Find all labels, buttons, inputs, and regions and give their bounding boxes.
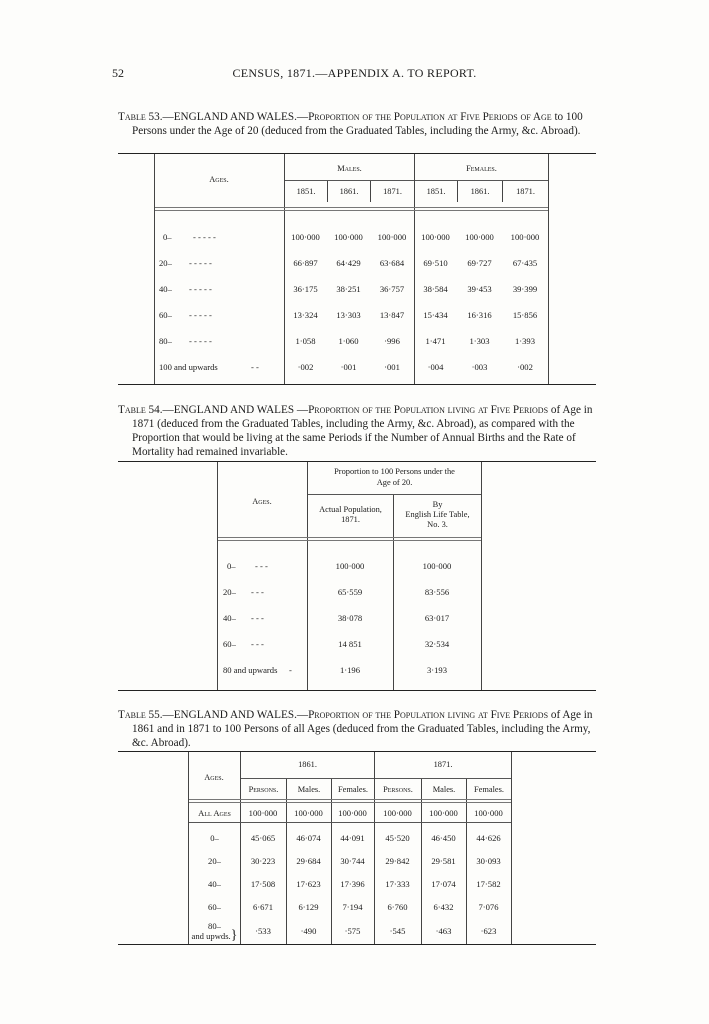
value-cell: ·623	[480, 926, 497, 936]
table53-title-c: to 100 Persons under the Age of 20 (deduced from the Graduated Tables, including the Army,	[132, 111, 583, 137]
value-cell: 67·435	[512, 258, 538, 268]
value-cell: ·545	[389, 926, 406, 936]
table55-sub-header: Females.	[473, 785, 504, 794]
value-cell: ·003	[471, 362, 488, 372]
table55-label: Table 55.	[118, 709, 163, 721]
value-cell: ·996	[384, 336, 400, 346]
age-cell: 100 and upwards - -	[159, 362, 259, 372]
table54-lifetable-header	[394, 500, 481, 530]
age-cell: 40– - - - - -	[159, 284, 212, 294]
value-cell: 38·584	[423, 284, 448, 294]
table53-bottom-rule	[118, 384, 596, 385]
table55-year-1871: 1871.	[433, 760, 453, 769]
value-cell: 100·000	[294, 808, 323, 818]
table54-group-underline	[308, 494, 481, 495]
value-cell: 69·727	[467, 258, 492, 268]
table55-ages-header: Ages.	[204, 773, 224, 782]
value-cell: 100·000	[421, 232, 450, 242]
value-cell: 44·626	[476, 833, 501, 843]
value-cell: 100·000	[248, 808, 278, 818]
value-cell: 1·196	[339, 665, 361, 675]
table53-females-underline	[415, 180, 548, 181]
col-header-line: No. 3.	[427, 520, 448, 529]
value-cell: 29·684	[296, 855, 321, 866]
table-row	[157, 224, 548, 250]
value-cell: 100·000	[383, 808, 412, 818]
col-header-line: English Life Table,	[405, 510, 470, 519]
value-cell: 29·581	[431, 855, 456, 866]
value-cell: 6·760	[387, 901, 408, 912]
table55-right-border	[511, 752, 512, 944]
table53-year-header: 1871.	[516, 187, 535, 196]
age-cell: 20– - - - - -	[159, 258, 212, 268]
col-header-line: Actual Population,	[319, 505, 382, 514]
age-cell: 0– - - - - -	[163, 232, 216, 242]
value-cell: 7·194	[342, 901, 363, 912]
table-row	[157, 250, 548, 276]
value-cell: 63·017	[424, 613, 450, 623]
table55-sub-header: Females.	[337, 785, 368, 794]
age-cell: 80 and upwards -	[223, 665, 292, 675]
table53-year-header: 1851.	[426, 187, 446, 196]
table-row	[221, 579, 481, 605]
table55-caption	[118, 708, 596, 750]
age-cell: 60– - - -	[223, 639, 264, 649]
table53-header-rule	[155, 207, 548, 211]
table55-top-rule	[118, 751, 596, 752]
value-cell: 30·093	[476, 855, 501, 866]
table-row	[221, 553, 481, 579]
table54-body	[221, 553, 481, 683]
value-cell: 36·757	[379, 284, 405, 294]
table55-bottom-rule	[118, 944, 596, 945]
value-cell: 1·058	[295, 336, 316, 346]
value-cell: 1·393	[514, 336, 536, 346]
value-cell: 6·129	[298, 901, 319, 912]
value-cell: 15·434	[423, 310, 448, 320]
table-row	[221, 657, 481, 683]
value-cell: 15·856	[512, 310, 538, 320]
table54-title-d: compared with the Proportion that would be living at the same Periods if the Number of	[132, 418, 575, 444]
value-cell: 100·000	[338, 808, 367, 818]
value-cell: 44·091	[340, 833, 365, 843]
table55-header-rule	[189, 799, 511, 803]
table54-header-rule	[218, 537, 481, 541]
value-cell: 45·065	[250, 833, 276, 843]
brace-icon: }	[230, 927, 238, 943]
table-row	[189, 918, 511, 944]
table54-bottom-rule	[118, 690, 596, 691]
table55-body-rows	[189, 827, 511, 944]
age-cell: 20–	[208, 855, 221, 866]
value-cell: 17·333	[385, 878, 410, 889]
value-cell: 7·076	[478, 901, 499, 912]
table-row	[221, 605, 481, 631]
table53-title-b: Proportion of the Population at Five Periods of Age	[308, 111, 552, 123]
value-cell: 30·744	[340, 855, 365, 866]
value-cell: ·002	[297, 362, 314, 372]
table53-year-header: 1851.	[296, 187, 316, 196]
value-cell: 100·000	[422, 561, 452, 571]
table53-top-rule	[118, 153, 596, 154]
value-cell: 46·450	[431, 833, 456, 843]
value-cell: 100·000	[465, 232, 494, 242]
table-row	[189, 872, 511, 895]
age-cell: 0– - - -	[227, 561, 268, 571]
value-cell: 13·303	[336, 310, 361, 320]
table54-title-e: Annual Births and the Rate of Mortality had remained invariable.	[132, 432, 576, 458]
table53-males-underline	[285, 180, 414, 181]
table53-year-header: 1861.	[470, 187, 490, 196]
col-header-line: By	[432, 500, 443, 509]
table55-1861-underline	[241, 778, 374, 779]
value-cell: 1·060	[338, 336, 359, 346]
table55-body	[189, 804, 511, 822]
value-cell: 100·000	[291, 232, 320, 242]
value-cell: 100·000	[377, 232, 407, 242]
col-header-line: 1871.	[341, 515, 360, 524]
age-line: 80–	[208, 920, 221, 931]
value-cell: 3·193	[426, 665, 448, 675]
age-cell	[189, 918, 240, 944]
age-cell: 60–	[208, 901, 221, 912]
group-header-line: Proportion to 100 Persons under the	[334, 467, 455, 476]
value-cell: 66·897	[293, 258, 318, 268]
value-cell: 38·251	[336, 284, 361, 294]
table54-title-b: Proportion of the Population living at Five Periods	[308, 404, 549, 416]
age-cell: 20– - - -	[223, 587, 264, 597]
table55-year-1861: 1861.	[298, 760, 317, 769]
table-row	[189, 895, 511, 918]
value-cell: 39·453	[467, 284, 492, 294]
table53-body	[157, 224, 548, 380]
table53-ages-header: Ages.	[209, 175, 229, 184]
age-cell: All Ages	[198, 808, 231, 818]
table55-sub-header: Males.	[432, 785, 456, 794]
table-row	[221, 631, 481, 657]
table-row	[157, 354, 548, 380]
age-cell: 40– - - -	[223, 613, 264, 623]
table55-title-b: Proportion of the Population living at Five Periods	[308, 709, 549, 721]
value-cell: 32·534	[424, 639, 450, 649]
value-cell: 100·000	[429, 808, 458, 818]
table54-top-rule	[118, 461, 596, 462]
value-cell: 100·000	[334, 232, 363, 242]
table54-group-header	[308, 466, 481, 488]
table53-caption	[118, 110, 596, 138]
value-cell: 14 851	[338, 639, 362, 649]
value-cell: 38·078	[337, 613, 363, 623]
value-cell: ·004	[427, 362, 444, 372]
table-row	[189, 849, 511, 872]
table54-title-c: of Age in 1871 (deduced from the Graduated Tables, including the Army, &c. Abroad), as	[132, 404, 593, 430]
page-number: 52	[112, 66, 124, 80]
value-cell: 46·074	[296, 833, 321, 843]
table53-year-header: 1861.	[339, 187, 359, 196]
value-cell: 1·471	[425, 336, 446, 346]
age-line-2: and upwds.}	[191, 927, 238, 943]
table55-1871-underline	[375, 778, 511, 779]
value-cell: 65·559	[337, 587, 363, 597]
value-cell: 100·000	[474, 808, 503, 818]
value-cell: 100·000	[335, 561, 365, 571]
value-cell: 13·847	[379, 310, 405, 320]
value-cell: 30·223	[250, 855, 276, 866]
value-cell: 64·429	[336, 258, 361, 268]
table-row	[157, 276, 548, 302]
table53-year-header: 1871.	[383, 187, 402, 196]
value-cell: 63·684	[379, 258, 405, 268]
value-cell: 13·324	[293, 310, 318, 320]
value-cell: 36·175	[293, 284, 318, 294]
value-cell: 17·396	[340, 878, 365, 889]
table53-title-d: &c. Abroad).	[521, 125, 581, 137]
table55-sub-header: Males.	[297, 785, 321, 794]
value-cell: 6·432	[433, 901, 454, 912]
value-cell: 39·399	[512, 284, 538, 294]
table53-females-header: Females.	[466, 164, 497, 173]
table54-caption	[118, 403, 596, 459]
table54-right-border	[481, 462, 482, 690]
table54-title-a: —ENGLAND AND WALES —	[162, 404, 309, 416]
table53-title-a: —ENGLAND AND WALES.—	[162, 111, 309, 123]
age-cell: 60– - - - - -	[159, 310, 212, 320]
value-cell: 29·842	[385, 855, 410, 866]
value-cell: ·002	[517, 362, 533, 372]
value-cell: 17·074	[431, 878, 456, 889]
value-cell: 17·582	[476, 878, 501, 889]
value-cell: 1·303	[469, 336, 490, 346]
value-cell: 69·510	[423, 258, 448, 268]
table55-allages-rule	[189, 822, 511, 823]
table53-right-border	[548, 154, 549, 384]
table-row	[157, 302, 548, 328]
table55-sub-header: Persons.	[248, 785, 279, 794]
table-row	[157, 328, 548, 354]
age-cell: 80– - - - - -	[159, 336, 212, 346]
value-cell: 45·520	[385, 833, 410, 843]
table53-males-header: Males.	[337, 164, 362, 173]
value-cell: 100·000	[510, 232, 540, 242]
value-cell: ·575	[344, 926, 361, 936]
running-title: CENSUS, 1871.—APPENDIX A. TO REPORT.	[232, 66, 477, 80]
table53-left-border	[154, 154, 155, 384]
value-cell: 6·671	[252, 901, 274, 912]
value-cell: 16·316	[467, 310, 492, 320]
value-cell: ·463	[435, 926, 452, 936]
value-cell: 17·508	[250, 878, 276, 889]
age-cell: 40–	[208, 878, 221, 889]
table-row	[189, 804, 511, 822]
group-header-line: Age of 20.	[376, 478, 413, 487]
table55-title-c: of Age in 1861 and in 1871 to 100 Persons of all Ages (deduced from the Graduated Tables,	[132, 709, 593, 735]
age-cell: 0–	[210, 833, 219, 843]
table53-label: Table 53.	[118, 111, 163, 123]
table55-sub-header: Persons.	[383, 785, 413, 794]
value-cell: ·533	[255, 926, 271, 936]
table54-ages-header: Ages.	[252, 497, 272, 506]
value-cell: ·001	[340, 362, 357, 372]
table-row	[189, 827, 511, 849]
table55-title-d: including the Army, &c. Abroad).	[132, 723, 591, 749]
value-cell: 83·556	[424, 587, 450, 597]
table54-label: Table 54.	[118, 404, 163, 416]
table55-title-a: —ENGLAND AND WALES.—	[162, 709, 309, 721]
value-cell: 17·623	[296, 878, 321, 889]
value-cell: ·490	[300, 926, 317, 936]
table54-actual-header	[308, 505, 393, 525]
value-cell: ·001	[384, 362, 400, 372]
